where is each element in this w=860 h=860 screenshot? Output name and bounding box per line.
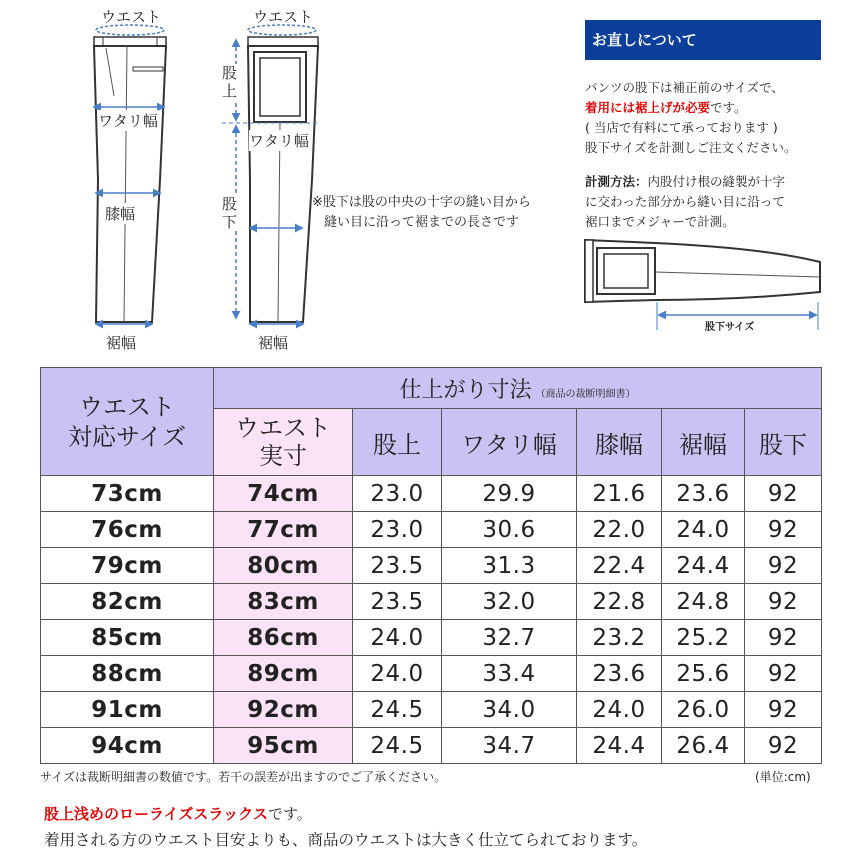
method-label: 計測方法： xyxy=(585,174,648,189)
size-cell: 94cm xyxy=(41,728,214,764)
thigh-cell: 30.6 xyxy=(442,512,577,548)
thigh-cell: 34.0 xyxy=(442,692,577,728)
size-cell: 91cm xyxy=(41,692,214,728)
info-line3: ( 当店で有料にて承っております ) xyxy=(585,120,778,135)
real-waist-cell: 77cm xyxy=(214,512,353,548)
col-header-thigh: ワタリ幅 xyxy=(442,409,577,476)
table-row xyxy=(41,476,822,512)
alteration-info-panel xyxy=(585,20,821,232)
knee-cell: 22.0 xyxy=(577,512,662,548)
knee-cell: 23.2 xyxy=(577,620,662,656)
col-header-real-waist xyxy=(214,409,353,476)
table-row xyxy=(41,548,822,584)
size-cell: 79cm xyxy=(41,548,214,584)
thigh-label-front: ワタリ幅 xyxy=(98,112,158,130)
info-line4: 股下サイズを計測しご注文ください。 xyxy=(585,140,797,155)
hemming-required-text: 着用には裾上げが必要 xyxy=(585,100,711,115)
rise-label: 股上 xyxy=(222,64,238,100)
knee-cell: 22.8 xyxy=(577,584,662,620)
size-cell: 73cm xyxy=(41,476,214,512)
thigh-cell: 33.4 xyxy=(442,656,577,692)
inseam-label: 股下 xyxy=(222,195,238,231)
inseam-note-line2: 縫い目に沿って裾までの長さです xyxy=(324,215,520,230)
rise-cell: 23.0 xyxy=(353,512,442,548)
size-cell: 76cm xyxy=(41,512,214,548)
waist-size-header-line2: 対応サイズ xyxy=(67,422,187,451)
waist-label-back: ウエスト xyxy=(253,8,314,26)
table-row xyxy=(41,728,822,764)
inseam-cell: 92 xyxy=(745,584,822,620)
front-pants-drawing xyxy=(94,25,166,324)
real-waist-cell: 80cm xyxy=(214,548,353,584)
knee-cell: 21.6 xyxy=(577,476,662,512)
waist-fit-note: 着用される方のウエスト目安よりも、商品のウエストは大きく仕立てられております。 xyxy=(44,831,648,849)
thigh-cell: 29.9 xyxy=(442,476,577,512)
inseam-cell: 92 xyxy=(745,620,822,656)
hem-label-back: 裾幅 xyxy=(258,334,289,352)
real-waist-cell: 74cm xyxy=(214,476,353,512)
inseam-note-line1: ※股下は股の中央の十字の縫い目から xyxy=(312,195,531,210)
finished-size-title: 仕上がり寸法 xyxy=(399,377,532,403)
inseam-cell: 92 xyxy=(745,476,822,512)
low-rise-highlight: 股上浅めのローライズスラックス xyxy=(44,805,268,823)
measurement-disclaimer: サイズは裁断明細書の数値です。若干の誤差が出ますのでご了承ください。 xyxy=(40,770,447,784)
inseam-note xyxy=(312,193,531,233)
thigh-cell: 34.7 xyxy=(442,728,577,764)
method-line1 xyxy=(585,172,821,192)
inseam-caption: 股下サイズ xyxy=(705,322,755,333)
real-waist-line2: 実寸 xyxy=(259,442,307,470)
thigh-label-back: ワタリ幅 xyxy=(249,132,309,150)
hem-cell: 25.6 xyxy=(662,656,745,692)
thigh-cell: 31.3 xyxy=(442,548,577,584)
info-line2 xyxy=(585,98,821,118)
col-header-rise: 股上 xyxy=(353,409,442,476)
knee-label: 膝幅 xyxy=(105,205,136,223)
knee-cell: 24.4 xyxy=(577,728,662,764)
inseam-cell: 92 xyxy=(745,548,822,584)
rise-cell: 24.0 xyxy=(353,656,442,692)
size-table-body xyxy=(41,476,822,764)
col-header-knee: 膝幅 xyxy=(577,409,662,476)
waist-size-header xyxy=(41,368,214,476)
hem-cell: 24.4 xyxy=(662,548,745,584)
alteration-text xyxy=(585,78,821,232)
knee-cell: 24.0 xyxy=(577,692,662,728)
hem-cell: 24.0 xyxy=(662,512,745,548)
finished-size-header xyxy=(214,368,822,409)
method-line3: 裾口までメジャーで計測。 xyxy=(585,214,735,229)
info-line2-rest: です。 xyxy=(710,100,747,115)
size-cell: 88cm xyxy=(41,656,214,692)
knee-cell: 22.4 xyxy=(577,548,662,584)
method-line2: に交わった部分から縫い目に沿って xyxy=(585,194,785,209)
rise-cell: 24.0 xyxy=(353,620,442,656)
thigh-cell: 32.7 xyxy=(442,620,577,656)
inseam-cell: 92 xyxy=(745,728,822,764)
rise-cell: 23.0 xyxy=(353,476,442,512)
rise-cell: 23.5 xyxy=(353,584,442,620)
table-row xyxy=(41,656,822,692)
table-row xyxy=(41,512,822,548)
real-waist-cell: 83cm xyxy=(214,584,353,620)
size-cell: 82cm xyxy=(41,584,214,620)
hem-cell: 26.4 xyxy=(662,728,745,764)
hem-cell: 23.6 xyxy=(662,476,745,512)
hem-cell: 24.8 xyxy=(662,584,745,620)
finished-size-note: （商品の裁断明細書） xyxy=(535,388,636,400)
inseam-cell: 92 xyxy=(745,692,822,728)
alteration-header: お直しについて xyxy=(585,20,821,60)
hem-label-front: 裾幅 xyxy=(106,334,137,352)
inseam-side-drawing xyxy=(585,240,820,330)
real-waist-cell: 86cm xyxy=(214,620,353,656)
real-waist-cell: 92cm xyxy=(214,692,353,728)
col-header-inseam: 股下 xyxy=(745,409,822,476)
table-row xyxy=(41,620,822,656)
low-rise-note xyxy=(44,803,312,824)
knee-cell: 23.6 xyxy=(577,656,662,692)
hem-cell: 26.0 xyxy=(662,692,745,728)
waist-label-front: ウエスト xyxy=(101,8,162,26)
table-row xyxy=(41,584,822,620)
rise-cell: 24.5 xyxy=(353,728,442,764)
size-cell: 85cm xyxy=(41,620,214,656)
real-waist-cell: 95cm xyxy=(214,728,353,764)
rise-cell: 24.5 xyxy=(353,692,442,728)
inseam-cell: 92 xyxy=(745,656,822,692)
col-header-hem: 裾幅 xyxy=(662,409,745,476)
thigh-cell: 32.0 xyxy=(442,584,577,620)
unit-label: (単位:cm) xyxy=(755,770,811,784)
waist-size-header-line1: ウエスト xyxy=(79,392,175,421)
rise-cell: 23.5 xyxy=(353,548,442,584)
real-waist-line1: ウエスト xyxy=(235,414,331,442)
inseam-cell: 92 xyxy=(745,512,822,548)
method-text1: 内股付け根の縫製が十字 xyxy=(647,174,786,189)
hem-cell: 25.2 xyxy=(662,620,745,656)
info-line1: パンツの股下は補正前のサイズで、 xyxy=(585,80,784,95)
size-table xyxy=(40,367,822,764)
low-rise-rest: です。 xyxy=(267,805,312,823)
table-row xyxy=(41,692,822,728)
real-waist-cell: 89cm xyxy=(214,656,353,692)
